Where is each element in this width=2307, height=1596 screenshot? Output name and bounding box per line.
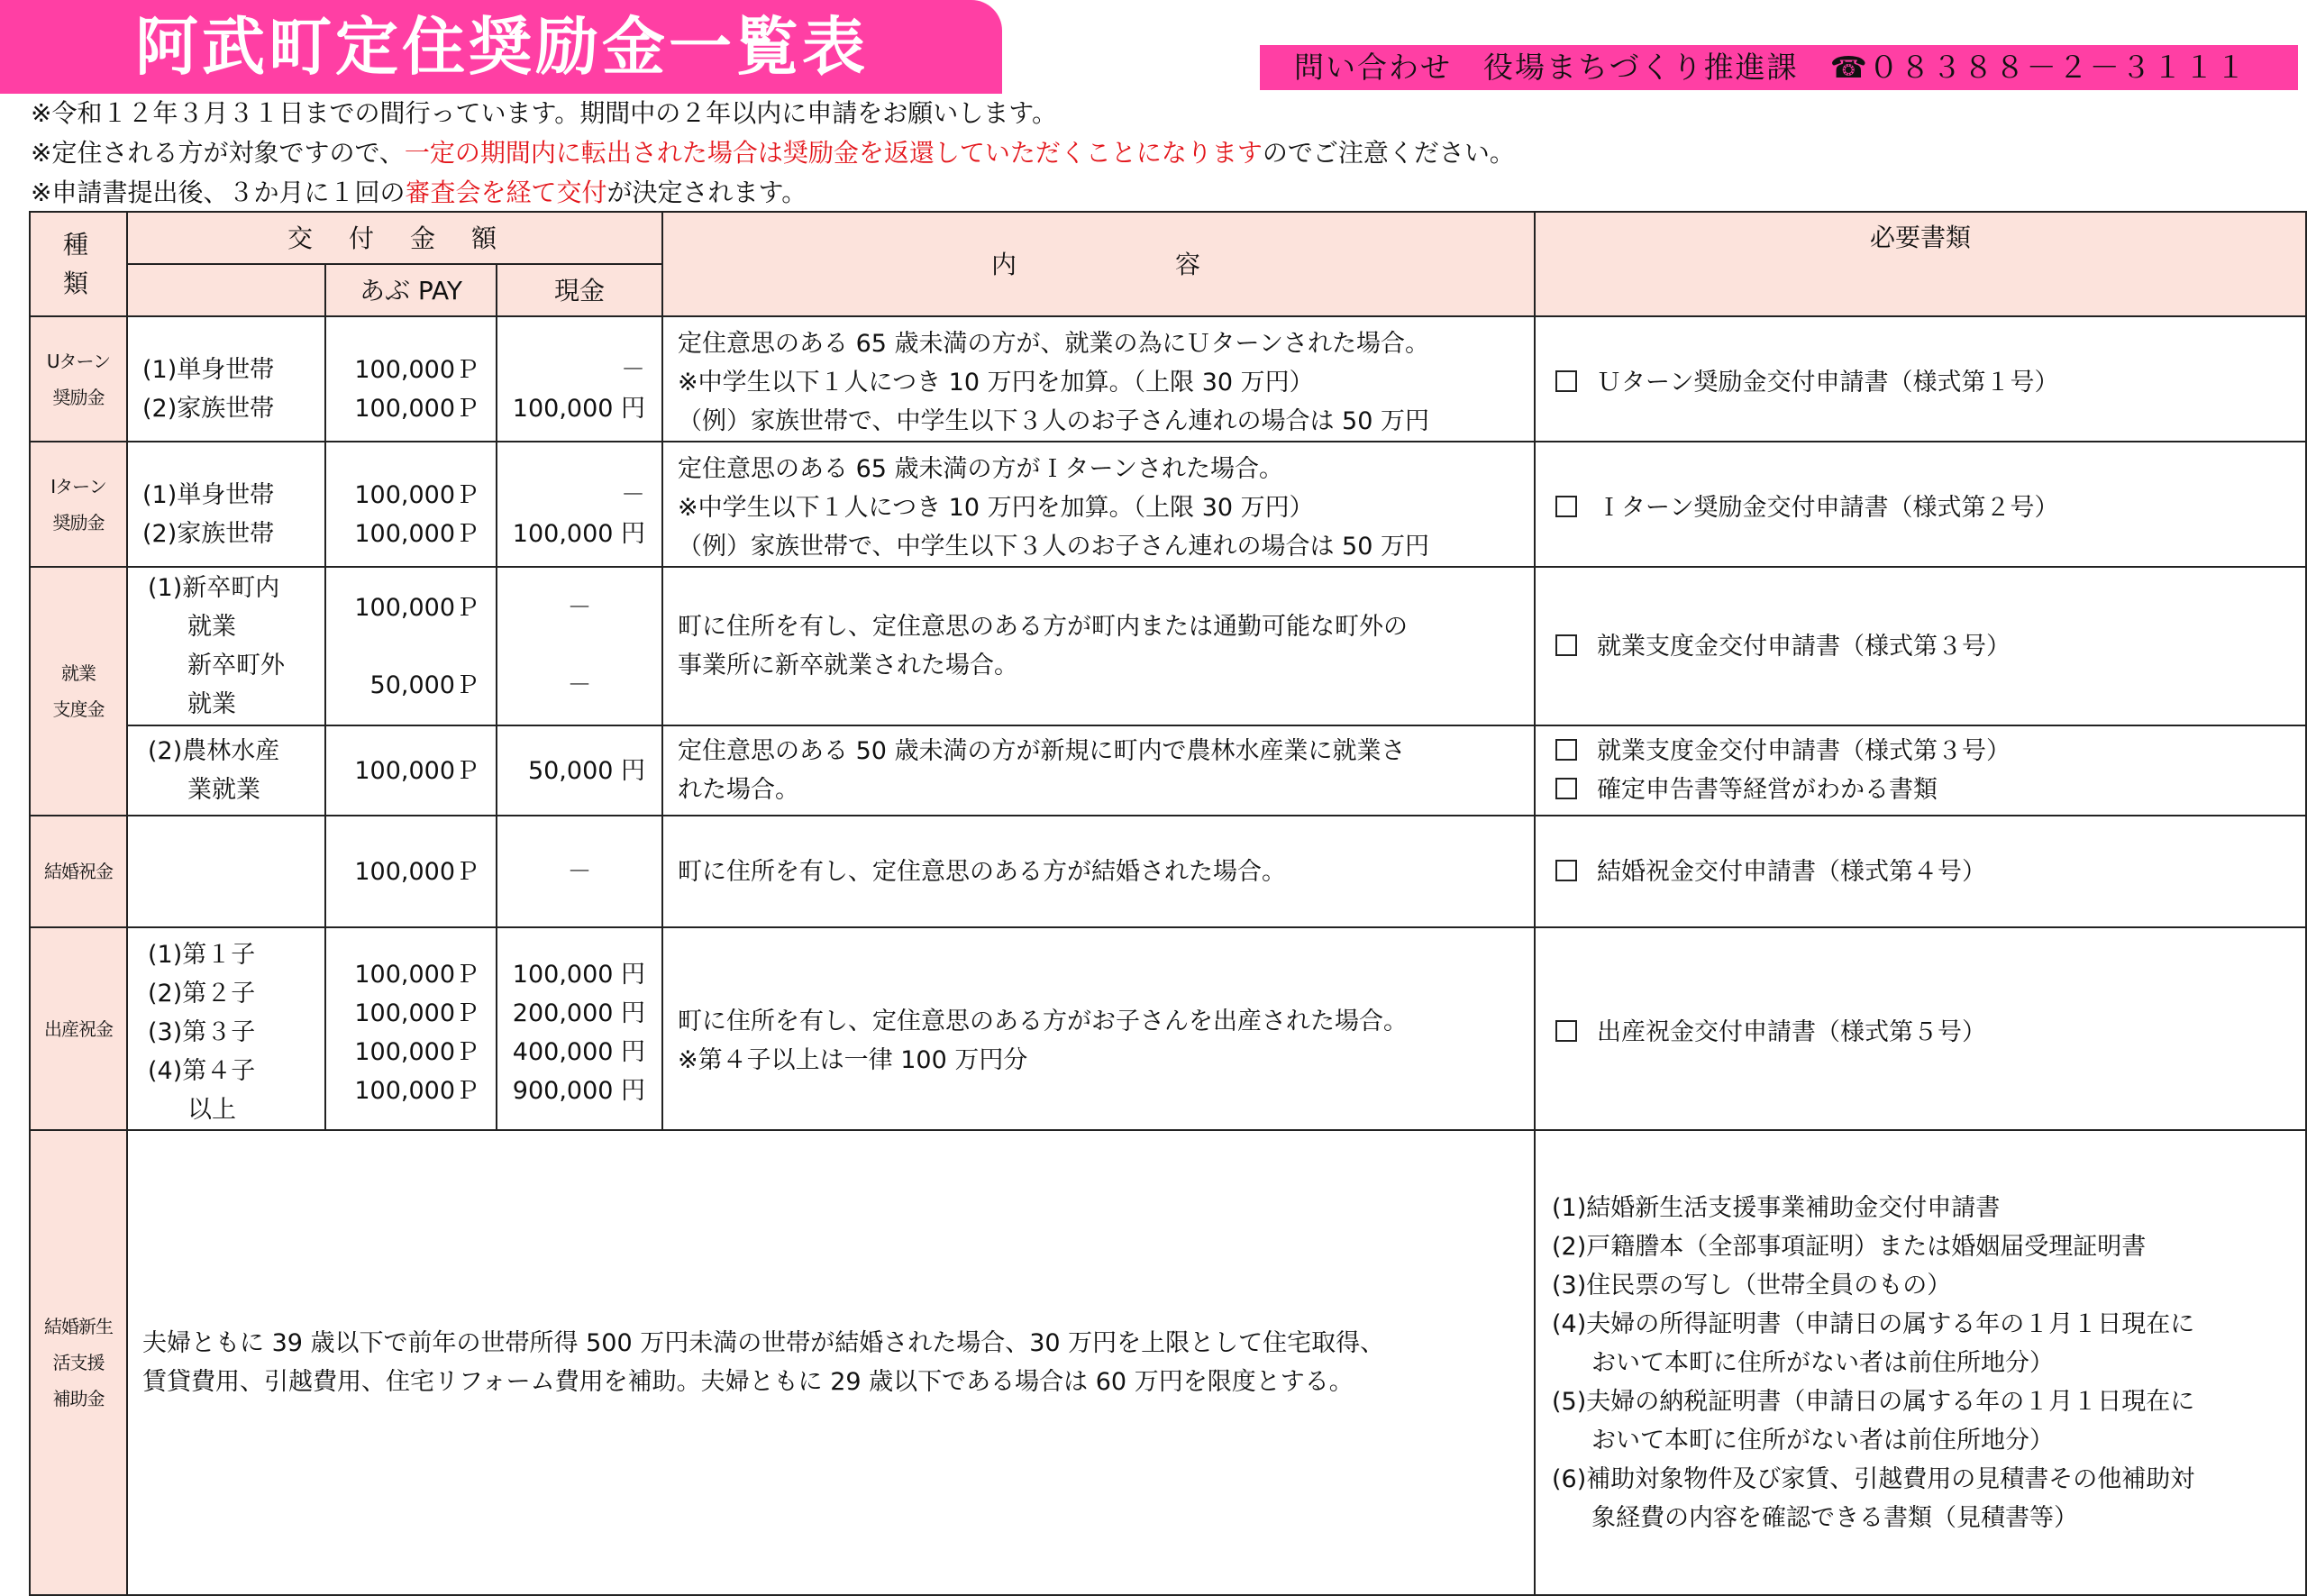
doc-label: 就業支度金交付申請書（様式第３号） <box>1597 737 2011 765</box>
doc-item <box>1555 771 2305 809</box>
doc-item <box>1555 627 2305 666</box>
doc-item: おいて本町に住所がない者は前住所地分） <box>1591 1426 2055 1455</box>
kind-uturn-2: 奨励金 <box>52 386 105 408</box>
cash-value: 200,000 円 <box>512 999 646 1027</box>
type-item: (2)第２子 <box>148 980 256 1008</box>
desc-line: 町に住所を有し、定住意思のある方が町内または通勤可能な町外の <box>678 613 1409 641</box>
desc-shussan <box>662 927 1535 1130</box>
type-item: (2)家族世帯 <box>142 519 275 548</box>
doc-label: 結婚祝金交付申請書（様式第４号） <box>1597 857 1987 886</box>
note-3 <box>31 173 1515 213</box>
row-shugyo-a <box>30 567 2306 725</box>
cash-value: 100,000 円 <box>512 519 646 548</box>
page-title: 阿武町定住奨励金一覧表 <box>135 10 869 84</box>
checkbox-icon <box>1555 370 1577 392</box>
contact-banner <box>1260 45 2298 90</box>
type-item: (3)第３子 <box>148 1018 256 1046</box>
pay-shugyo-b: 100,000Ｐ <box>325 725 497 816</box>
types-shugyo-a <box>127 567 325 725</box>
header-cash: 現金 <box>497 264 662 316</box>
note-2 <box>31 133 1515 173</box>
header-content: 内 容 <box>662 212 1535 316</box>
types-shugyo-b <box>127 725 325 816</box>
header-kind <box>30 212 127 316</box>
note-3-highlight: 審査会を経て交付 <box>405 178 607 207</box>
checkbox-icon <box>1555 496 1577 517</box>
row-kekkon <box>30 816 2306 927</box>
row-shinseikatsu <box>30 1130 2306 1595</box>
checkbox-icon <box>1555 634 1577 656</box>
desc-iturn <box>662 442 1535 567</box>
type-item: 以上 <box>187 1096 236 1124</box>
doc-item <box>1555 363 2305 402</box>
types-iturn <box>127 442 325 567</box>
kind-iturn-1: Iターン <box>50 475 106 497</box>
desc-line: 定住意思のある 65 歳未満の方がＩターンされた場合。 <box>678 455 1283 483</box>
kind-shugyo <box>30 567 127 816</box>
desc-line: 定住意思のある 65 歳未満の方が、就業の為にＵターンされた場合。 <box>678 330 1429 358</box>
row-shussan <box>30 927 2306 1130</box>
header-kind-2: 類 <box>62 269 94 298</box>
doc-item: おいて本町に住所がない者は前住所地分） <box>1591 1348 2055 1377</box>
kind-kekkon: 結婚祝金 <box>30 816 127 927</box>
doc-item <box>1555 488 2305 527</box>
doc-item: (5)夫婦の納税証明書（申請日の属する年の１月１日現在に <box>1552 1387 2195 1416</box>
row-iturn <box>30 442 2306 567</box>
note-3-tail: が決定されます。 <box>606 178 807 207</box>
pay-value: 100,000Ｐ <box>354 1076 479 1105</box>
desc-line: ※中学生以下１人につき 10 万円を加算。（上限 30 万円） <box>678 369 1314 397</box>
cash-kekkon: － <box>497 816 662 927</box>
checkbox-icon <box>1555 778 1577 799</box>
note-1: ※令和１２年３月３１日までの間行っています。期間中の２年以内に申請をお願いします。 <box>31 98 1057 128</box>
header-kind-1: 種 <box>62 230 94 260</box>
note-3-text: ※申請書提出後、３か月に１回の <box>31 178 406 207</box>
desc-shugyo-a <box>662 567 1535 725</box>
row-shugyo-b <box>30 725 2306 816</box>
cash-value: － <box>621 355 646 384</box>
docs-kekkon <box>1535 816 2306 927</box>
kind-uturn-1: Uターン <box>46 350 111 372</box>
desc-line: （例）家族世帯で、中学生以下３人のお子さん連れの場合は 50 万円 <box>678 407 1429 435</box>
desc-line: 定住意思のある 50 歳未満の方が新規に町内で農林水産業に就業さ <box>678 737 1406 765</box>
cash-shugyo-a <box>497 567 662 725</box>
desc-line: 賃貸費用、引越費用、住宅リフォーム費用を補助。夫婦ともに 29 歳以下である場合は 60 万円を限度とする。 <box>142 1368 1354 1396</box>
doc-label: 出産祝金交付申請書（様式第５号） <box>1597 1018 1987 1046</box>
doc-item <box>1555 853 2305 891</box>
cash-uturn <box>497 316 662 442</box>
desc-line: れた場合。 <box>678 776 800 804</box>
notes <box>31 94 1515 213</box>
spacer <box>497 627 661 666</box>
row-uturn <box>30 316 2306 442</box>
pay-value: 100,000Ｐ <box>354 1037 479 1066</box>
desc-shinseikatsu <box>127 1130 1535 1595</box>
desc-line: （例）家族世帯で、中学生以下３人のお子さん連れの場合は 50 万円 <box>678 533 1429 561</box>
cash-value: － <box>567 593 592 622</box>
pay-value: 50,000Ｐ <box>369 670 479 699</box>
pay-iturn <box>325 442 497 567</box>
header-blank <box>127 264 325 316</box>
kind-line: 活支援 <box>52 1352 105 1373</box>
desc-kekkon: 町に住所を有し、定住意思のある方が結婚された場合。 <box>662 816 1535 927</box>
contact-label: 問い合わせ 役場まちづくり推進課 <box>1294 50 1799 85</box>
cash-value: 400,000 円 <box>512 1037 646 1066</box>
cash-value: 900,000 円 <box>512 1076 646 1105</box>
desc-line: ※第４子以上は一律 100 万円分 <box>678 1045 1028 1074</box>
type-item: 新卒町外 <box>187 652 285 679</box>
type-item: 就業 <box>187 613 236 641</box>
cash-value: － <box>621 480 646 509</box>
doc-item <box>1555 1013 2305 1052</box>
pay-value: 100,000Ｐ <box>354 999 479 1027</box>
kind-shugyo-2: 支度金 <box>52 698 105 720</box>
type-item: (1)第１子 <box>148 941 256 969</box>
pay-uturn <box>325 316 497 442</box>
desc-line: 町に住所を有し、定住意思のある方がお子さんを出産された場合。 <box>678 1007 1409 1035</box>
type-item: (2)農林水産 <box>148 737 280 765</box>
desc-line: 夫婦ともに 39 歳以下で前年の世帯所得 500 万円未満の世帯が結婚された場合、30 万円を上限として住宅取得、 <box>142 1329 1385 1357</box>
checkbox-icon <box>1555 739 1577 761</box>
types-uturn <box>127 316 325 442</box>
docs-shussan <box>1535 927 2306 1130</box>
title-banner <box>0 0 1002 94</box>
type-item: (1)新卒町内 <box>148 574 280 602</box>
header-row-1 <box>30 212 2306 264</box>
checkbox-icon <box>1555 1020 1577 1042</box>
spacer <box>326 627 479 666</box>
subsidy-table <box>29 211 2307 1596</box>
pay-value: 100,000Ｐ <box>354 480 479 509</box>
note-2-warning: 一定の期間内に転出された場合は奨励金を返還していただくことになります <box>404 138 1263 168</box>
kind-uturn <box>30 316 127 442</box>
kind-iturn-2: 奨励金 <box>52 511 105 534</box>
type-item: (1)単身世帯 <box>142 355 275 384</box>
types-shussan <box>127 927 325 1130</box>
docs-shugyo-a <box>1535 567 2306 725</box>
doc-item: (2)戸籍謄本（全部事項証明）または婚姻届受理証明書 <box>1552 1232 2147 1261</box>
kind-shinseikatsu <box>30 1130 127 1595</box>
doc-item: (6)補助対象物件及び家賃、引越費用の見積書その他補助対 <box>1552 1464 2195 1493</box>
kind-line: 補助金 <box>52 1388 105 1409</box>
pay-value: 100,000Ｐ <box>354 519 479 548</box>
type-item: 就業 <box>187 690 236 718</box>
doc-label: 就業支度金交付申請書（様式第３号） <box>1597 632 2011 661</box>
note-2-text: ※定住される方が対象ですので、 <box>31 138 405 168</box>
docs-iturn <box>1535 442 2306 567</box>
cash-value: － <box>567 670 592 699</box>
doc-item: (4)夫婦の所得証明書（申請日の属する年の１月１日現在に <box>1552 1309 2195 1338</box>
desc-line: ※中学生以下１人につき 10 万円を加算。（上限 30 万円） <box>678 494 1314 522</box>
doc-item <box>1555 732 2305 771</box>
cash-value: 100,000 円 <box>512 394 646 423</box>
desc-shugyo-b <box>662 725 1535 816</box>
doc-label: Ｉターン奨励金交付申請書（様式第２号） <box>1597 494 2059 522</box>
doc-item: (3)住民票の写し（世帯全員のもの） <box>1552 1271 1952 1300</box>
pay-value: 100,000Ｐ <box>354 960 479 989</box>
pay-value: 100,000Ｐ <box>354 394 479 423</box>
type-item: (2)家族世帯 <box>142 394 275 423</box>
type-item: (4)第４子 <box>148 1057 256 1085</box>
header-pay: あぶ PAY <box>325 264 497 316</box>
kind-shugyo-1: 就業 <box>61 662 96 684</box>
doc-label: Ｕターン奨励金交付申請書（様式第１号） <box>1597 369 2059 397</box>
header-docs: 必要書類 <box>1535 212 2306 316</box>
telephone-icon: ☎０８３８８－２－３１１１ <box>1829 50 2248 85</box>
checkbox-icon <box>1555 860 1577 881</box>
kind-shussan: 出産祝金 <box>30 927 127 1130</box>
pay-value: 100,000Ｐ <box>354 593 479 622</box>
kind-iturn <box>30 442 127 567</box>
doc-label: 確定申告書等経営がわかる書類 <box>1597 776 1938 804</box>
type-item: 業就業 <box>187 776 260 804</box>
doc-item: (1)結婚新生活支援事業補助金交付申請書 <box>1552 1193 2001 1222</box>
pay-shussan <box>325 927 497 1130</box>
cash-value: 100,000 円 <box>512 960 646 989</box>
pay-kekkon: 100,000Ｐ <box>325 816 497 927</box>
header-amount: 交 付 金 額 <box>127 212 662 264</box>
cash-shugyo-b: 50,000 円 <box>497 725 662 816</box>
pay-value: 100,000Ｐ <box>354 355 479 384</box>
kind-line: 結婚新生 <box>44 1316 113 1337</box>
note-2-tail: のでご注意ください。 <box>1262 138 1515 168</box>
cash-iturn <box>497 442 662 567</box>
pay-shugyo-a <box>325 567 497 725</box>
doc-item: 象経費の内容を確認できる書類（見積書等） <box>1591 1503 2079 1532</box>
docs-uturn <box>1535 316 2306 442</box>
types-kekkon <box>127 816 325 927</box>
type-item: (1)単身世帯 <box>142 480 275 509</box>
cash-shussan <box>497 927 662 1130</box>
docs-shinseikatsu <box>1535 1130 2306 1595</box>
desc-uturn <box>662 316 1535 442</box>
desc-line: 事業所に新卒就業された場合。 <box>678 652 1019 679</box>
docs-shugyo-b <box>1535 725 2306 816</box>
